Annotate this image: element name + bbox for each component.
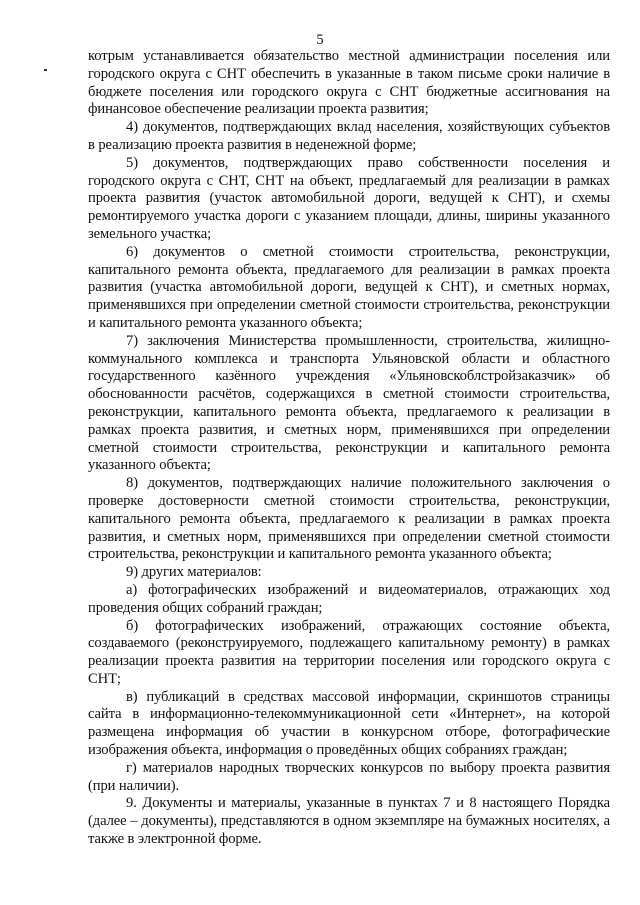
paragraph-item-9: 9) других материалов: bbox=[126, 564, 262, 581]
margin-mark bbox=[44, 69, 47, 71]
subitem-a: а) фотографических изображений и видеоматериалов, отражающих ход проведения общих собраний граждан; bbox=[88, 581, 610, 616]
document-body bbox=[88, 48, 610, 849]
paragraph-item-7: 7) заключения Министерства промышленности, строительства, жилищно-коммунального комплекса и транспорта Ульяновской области и областного государственного казённого учреждения «Ульяновскоблстройзаказчик» об обоснованности расчётов, содержащихся в сметной стоимости строительства, реконструкции, капитального ремонта объекта, предлагаемого к реализации в рамках проекта развития, и сметных норм, применявшихся при определении сметной стоимости строительства, реконструкции и капитального ремонта указанного объекта; bbox=[88, 332, 610, 474]
paragraph-item-4: 4) документов, подтверждающих вклад населения, хозяйствующих субъектов в реализацию проекта развития в неденежной форме; bbox=[88, 119, 610, 153]
paragraph-item-8: 8) документов, подтверждающих наличие положительного заключения о проверке достоверности сметной стоимости строительства, реконструкции, капитального ремонта объекта, предлагаемого к реализации в рамках проекта развития, и сметных норм, применявшихся при определении сметной стоимости строительства, реконструкции и капитального ремонта указанного объекта; bbox=[88, 475, 610, 563]
paragraph-continuation: котрым устанавливается обязательство местной администрации поселения или городского округа с СНТ обеспечить в указанные в таком письме сроки наличие в бюджете поселения или городского округа с СНТ бюджетные ассигнования на финансовое обеспечение реализации проекта развития; bbox=[88, 48, 610, 118]
paragraph-item-5: 5) документов, подтверждающих право собственности поселения и городского округа с СНТ, СНТ на объект, предлагаемый для реализации в рамках проекта развития (участок автомобильной дороги, ведущей к СНТ), и схемы ремонтируемого участка дороги с указанием площади, длины, ширины указанного земельного участка; bbox=[88, 154, 610, 242]
page-number: 5 bbox=[316, 32, 324, 48]
subitem-v: в) публикаций в средствах массовой информации, скриншотов страницы сайта в информационно-телекоммуникационной сети «Интернет», на которой размещена информация об участии в конкурсном отборе, фотографические изображения объекта, информация о проведённых общих собраниях граждан; bbox=[88, 688, 610, 759]
subitem-g: г) материалов народных творческих конкурсов по выбору проекта развития (при наличии). bbox=[88, 759, 610, 794]
subitem-b: б) фотографических изображений, отражающих состояние объекта, создаваемого (реконструируемого, подлежащего капитальному ремонту) в рамках реализации проекта развития на территории поселения или городского округа с СНТ; bbox=[88, 617, 610, 687]
paragraph-item-6: 6) документов о сметной стоимости строительства, реконструкции, капитального ремонта объекта, предлагаемого для реализации в рамках проекта развития (участка автомобильной дороги, ведущей к СНТ), и сметных нормах, применявшихся при определении сметной стоимости строительства, реконструкции и капитального ремонта указанного объекта; bbox=[88, 243, 610, 331]
paragraph-point-9: 9. Документы и материалы, указанные в пунктах 7 и 8 настоящего Порядка (далее – документы), представляются в одном экземпляре на бумажных носителях, а также в электронной форме. bbox=[88, 795, 610, 848]
